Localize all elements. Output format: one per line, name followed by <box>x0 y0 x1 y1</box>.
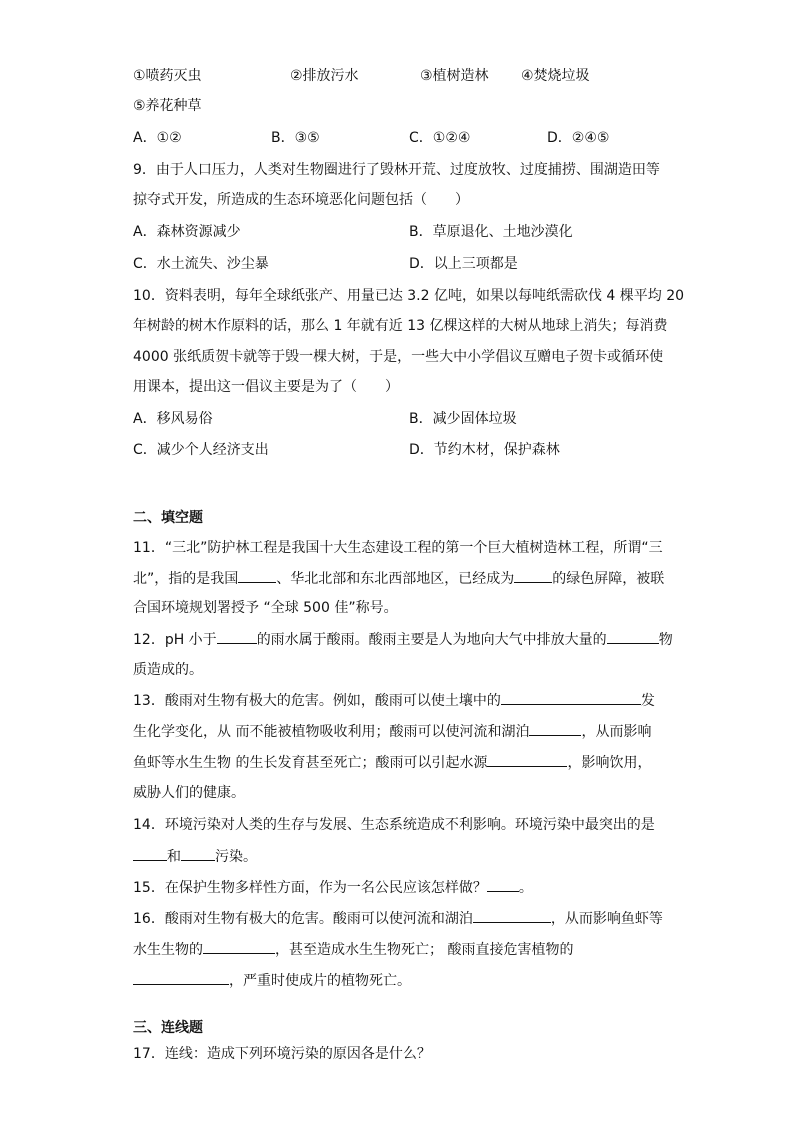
q15-line1 <box>133 877 533 898</box>
q10-choice-a[interactable]: A．移风易俗 <box>133 411 213 427</box>
q9-choice-a[interactable]: A．森林资源减少 <box>133 224 241 240</box>
q16-blank-2[interactable] <box>203 939 275 954</box>
q13-blank-3[interactable] <box>487 752 567 767</box>
section-matching-heading: 三、连线题 <box>133 1020 203 1036</box>
q16-line2-a: 水生生物的 <box>133 942 203 958</box>
q13-line2-a: 生化学变化，从 而不能被植物吸收利用；酸雨可以使河流和湖泊 <box>133 724 530 740</box>
q13-line4: 威胁人们的健康。 <box>133 785 245 801</box>
q17-stem: 17．连线：造成下列环境污染的原因各是什么？ <box>133 1046 431 1062</box>
q8-options-row <box>133 66 202 86</box>
q16-blank-3[interactable] <box>133 970 229 985</box>
q12-line2: 质造成的。 <box>133 662 203 678</box>
q8-option-2-wrap <box>290 66 359 86</box>
q16-line2 <box>133 939 573 960</box>
q16-line1 <box>133 908 663 929</box>
q13-blank-1[interactable] <box>501 690 641 705</box>
q8-option-3-wrap <box>420 66 489 86</box>
q14-line1: 14．环境污染对人类的生存与发展、生态系统造成不利影响。环境污染中最突出的是 <box>133 817 655 833</box>
q15-blank-1[interactable] <box>487 877 519 892</box>
q12-line1 <box>133 629 673 650</box>
q13-blank-2[interactable] <box>529 721 581 736</box>
q10-stem-line2: 年树龄的树木作原料的话，那么 1 年就有近 13 亿棵这样的大树从地球上消失；每消费 <box>133 318 668 334</box>
q11-line2-b: 、华北北部和东北西部地区，已经成为 <box>276 571 515 587</box>
q16-line2-b: ，甚至造成水生生物死亡； 酸雨直接危害植物的 <box>275 942 574 958</box>
q8-option-4: ④焚烧垃圾 <box>521 68 590 84</box>
q14-blank-1[interactable] <box>133 846 167 861</box>
q13-line1 <box>133 690 655 711</box>
q8-option-5: ⑤养花种草 <box>133 98 202 114</box>
q9-choice-b[interactable]: B．草原退化、土地沙漠化 <box>409 224 573 240</box>
q12-line1-a: 12．pH 小于 <box>133 632 217 648</box>
section-fill-in-heading: 二、填空题 <box>133 510 203 526</box>
q16-line3 <box>133 970 411 991</box>
q10-stem-line1: 10．资料表明，每年全球纸张产、用量已达 3.2 亿吨，如果以每吨纸需砍伐 4 棵平均 20 <box>133 288 685 304</box>
q10-stem-line4: 用课本，提出这一倡议主要是为了（ ） <box>133 379 399 395</box>
q13-line1-a: 13．酸雨对生物有极大的危害。例如，酸雨可以使土壤中的 <box>133 693 501 709</box>
q13-line3 <box>133 752 651 773</box>
q16-line3-text: ，严重时使成片的植物死亡。 <box>229 973 411 989</box>
q13-line3-b: ，影响饮用， <box>567 755 652 771</box>
q14-line2 <box>133 846 257 867</box>
q8-option-5-wrap <box>133 96 202 116</box>
q9-choice-c[interactable]: C．水土流失、沙尘暴 <box>133 256 269 272</box>
q15-line1-b: 。 <box>518 880 533 896</box>
q8-option-1: ①喷药灭虫 <box>133 68 202 84</box>
q8-choice-c[interactable]: C．①②④ <box>409 130 471 146</box>
q9-stem-line2: 掠夺式开发，所造成的生态环境恶化问题包括（ ） <box>133 192 469 208</box>
q12-blank-2[interactable] <box>607 629 659 644</box>
q16-blank-1[interactable] <box>473 908 551 923</box>
q12-blank-1[interactable] <box>217 629 257 644</box>
q8-choice-d[interactable]: D．②④⑤ <box>547 130 610 146</box>
q16-line1-a: 16．酸雨对生物有极大的危害。酸雨可以使河流和湖泊 <box>133 911 473 927</box>
q13-line2-b: ，从而影响 <box>581 724 652 740</box>
q10-choice-d[interactable]: D．节约木材，保护森林 <box>409 442 560 458</box>
q8-option-3: ③植树造林 <box>420 68 489 84</box>
q8-option-4-wrap <box>521 66 590 86</box>
q8-choice-a[interactable]: A．①② <box>133 130 182 146</box>
q13-line1-b: 发 <box>640 693 655 709</box>
q16-line1-b: ，从而影响鱼虾等 <box>550 911 663 927</box>
q14-line2-b: 污染。 <box>215 849 257 865</box>
q11-line3: 合国环境规划署授予 “全球 500 佳”称号。 <box>133 600 398 616</box>
q13-line3-a: 鱼虾等水生生物 的生长发育甚至死亡；酸雨可以引起水源 <box>133 755 488 771</box>
q11-line1: 11．“三北”防护林工程是我国十大生态建设工程的第一个巨大植树造林工程，所谓“三 <box>133 540 663 556</box>
q14-line2-a: 和 <box>167 849 181 865</box>
q14-blank-2[interactable] <box>181 846 215 861</box>
q11-line2 <box>133 568 664 589</box>
q8-choice-b[interactable]: B．③⑤ <box>271 130 320 146</box>
q11-line2-a: 北”，指的是我国 <box>133 571 239 587</box>
q12-line1-c: 物 <box>658 632 673 648</box>
q9-stem-line1: 9．由于人口压力，人类对生物圈进行了毁林开荒、过度放牧、过度捕捞、围湖造田等 <box>133 162 660 178</box>
q10-choice-b[interactable]: B．减少固体垃圾 <box>409 411 517 427</box>
q11-blank-2[interactable] <box>514 568 552 583</box>
q15-line1-a: 15．在保护生物多样性方面，作为一名公民应该怎样做？ <box>133 880 487 896</box>
q11-line2-c: 的绿色屏障，被联 <box>552 571 665 587</box>
q10-choice-c[interactable]: C．减少个人经济支出 <box>133 442 269 458</box>
q10-stem-line3: 4000 张纸质贺卡就等于毁一棵大树，于是，一些大中小学倡议互赠电子贺卡或循环使 <box>133 349 664 365</box>
q9-choice-d[interactable]: D．以上三项都是 <box>409 256 518 272</box>
q12-line1-b: 的雨水属于酸雨。酸雨主要是人为地向大气中排放大量的 <box>256 632 607 648</box>
q11-blank-1[interactable] <box>238 568 276 583</box>
q13-line2 <box>133 721 651 742</box>
q8-option-2: ②排放污水 <box>290 68 359 84</box>
